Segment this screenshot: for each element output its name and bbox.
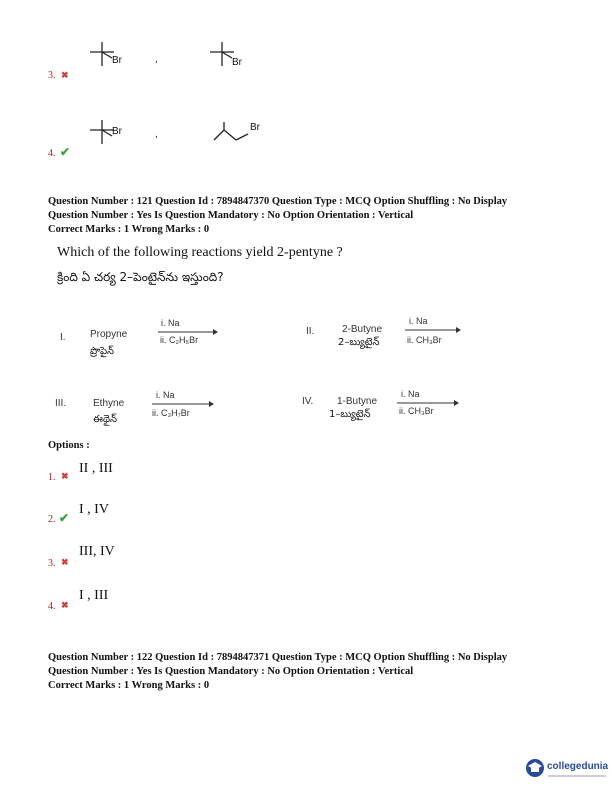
option-number: 4. bbox=[48, 601, 56, 612]
reaction-roman: I. bbox=[60, 332, 66, 343]
option-number: 2. bbox=[48, 514, 56, 525]
reaction-iii bbox=[0, 390, 300, 440]
option-value: I , IV bbox=[79, 502, 109, 517]
brand-name: collegedunia bbox=[547, 761, 609, 772]
question-marks: Correct Marks : 1 Wrong Marks : 0 bbox=[48, 224, 210, 235]
tert-butyl-bromide-structure bbox=[208, 38, 248, 68]
reactant-name: 2-Butyne bbox=[342, 324, 383, 335]
reactant-name: Propyne bbox=[90, 329, 128, 340]
collegedunia-logo bbox=[525, 756, 612, 784]
reaction-ii bbox=[300, 315, 600, 365]
option-number: 4. bbox=[48, 148, 56, 159]
reaction-roman: III. bbox=[55, 398, 67, 409]
tert-butyl-bromide-structure bbox=[88, 38, 128, 68]
check-icon: ✔ bbox=[59, 511, 70, 525]
wrong-icon: ✖ bbox=[61, 471, 69, 481]
question-marks: Correct Marks : 1 Wrong Marks : 0 bbox=[48, 680, 210, 691]
reaction-arrow bbox=[405, 327, 461, 333]
wrong-icon: ✖ bbox=[61, 557, 69, 567]
br-label: Br bbox=[112, 55, 122, 66]
reactant-name-telugu: ప్రొపైన్ bbox=[90, 346, 115, 357]
brand-tagline-bar bbox=[548, 775, 606, 777]
reactant-name-telugu: ఈథైన్ bbox=[93, 414, 118, 425]
option-number: 3. bbox=[48, 558, 56, 569]
reagent-1: i. Na bbox=[156, 390, 175, 400]
reactant-name-telugu: 2–బ్యుటైన్ bbox=[338, 337, 380, 348]
check-icon: ✔ bbox=[60, 145, 71, 159]
reagent-2: ii. CH₃Br bbox=[407, 335, 442, 345]
reaction-roman: II. bbox=[306, 326, 315, 337]
reagent-1: i. Na bbox=[401, 389, 420, 399]
option-4[interactable] bbox=[40, 587, 240, 617]
question-meta-line2: Question Number : Yes Is Question Mandatory : No Option Orientation : Vertical bbox=[48, 666, 414, 677]
question-meta-line1: Question Number : 122 Question Id : 7894847371 Question Type : MCQ Option Shuffling : No Display bbox=[48, 652, 508, 663]
option-value: III, IV bbox=[79, 544, 115, 559]
prev-option-4 bbox=[0, 110, 300, 165]
option-3[interactable] bbox=[40, 543, 240, 573]
wrong-icon: ✖ bbox=[61, 70, 69, 80]
wrong-icon: ✖ bbox=[61, 600, 69, 610]
option-value: I , III bbox=[79, 588, 109, 603]
option-number: 3. bbox=[48, 70, 56, 81]
br-label: Br bbox=[250, 122, 260, 133]
question-meta-line2: Question Number : Yes Is Question Mandatory : No Option Orientation : Vertical bbox=[48, 210, 414, 221]
tert-butyl-bromide-structure bbox=[88, 116, 128, 146]
reactant-name: Ethyne bbox=[93, 398, 125, 409]
separator: , bbox=[155, 54, 158, 65]
br-label: Br bbox=[112, 126, 122, 137]
reactant-name: 1-Butyne bbox=[337, 396, 378, 407]
option-1[interactable] bbox=[40, 455, 240, 485]
reagent-1: i. Na bbox=[409, 316, 428, 326]
option-value: II , III bbox=[79, 461, 113, 476]
question-meta-line1: Question Number : 121 Question Id : 7894847370 Question Type : MCQ Option Shuffling : No Display bbox=[48, 196, 508, 207]
reagent-2: ii. C₂H₅Br bbox=[160, 335, 199, 345]
question-text-english: Which of the following reactions yield 2-pentyne ? bbox=[57, 245, 343, 260]
br-label: Br bbox=[232, 57, 242, 68]
reaction-roman: IV. bbox=[302, 396, 314, 407]
question-text-telugu: క్రింది ఏ చర్య 2–పెంటైన్‌ను ఇస్తుంది? bbox=[57, 270, 224, 284]
reaction-arrow bbox=[152, 401, 214, 407]
reagent-1: i. Na bbox=[161, 318, 180, 328]
reagent-2: ii. CH₃Br bbox=[399, 406, 434, 416]
reagent-2: ii. C₃H₇Br bbox=[152, 408, 190, 418]
options-label: Options : bbox=[48, 440, 90, 451]
prev-option-3 bbox=[0, 30, 300, 90]
reactant-name-telugu: 1–బ్యుటైన్ bbox=[329, 409, 371, 420]
option-2[interactable] bbox=[40, 499, 240, 529]
reaction-i bbox=[0, 315, 300, 365]
graduate-cap-icon bbox=[525, 758, 545, 778]
reaction-iv bbox=[300, 390, 600, 440]
separator: , bbox=[155, 129, 158, 140]
option-number: 1. bbox=[48, 472, 56, 483]
